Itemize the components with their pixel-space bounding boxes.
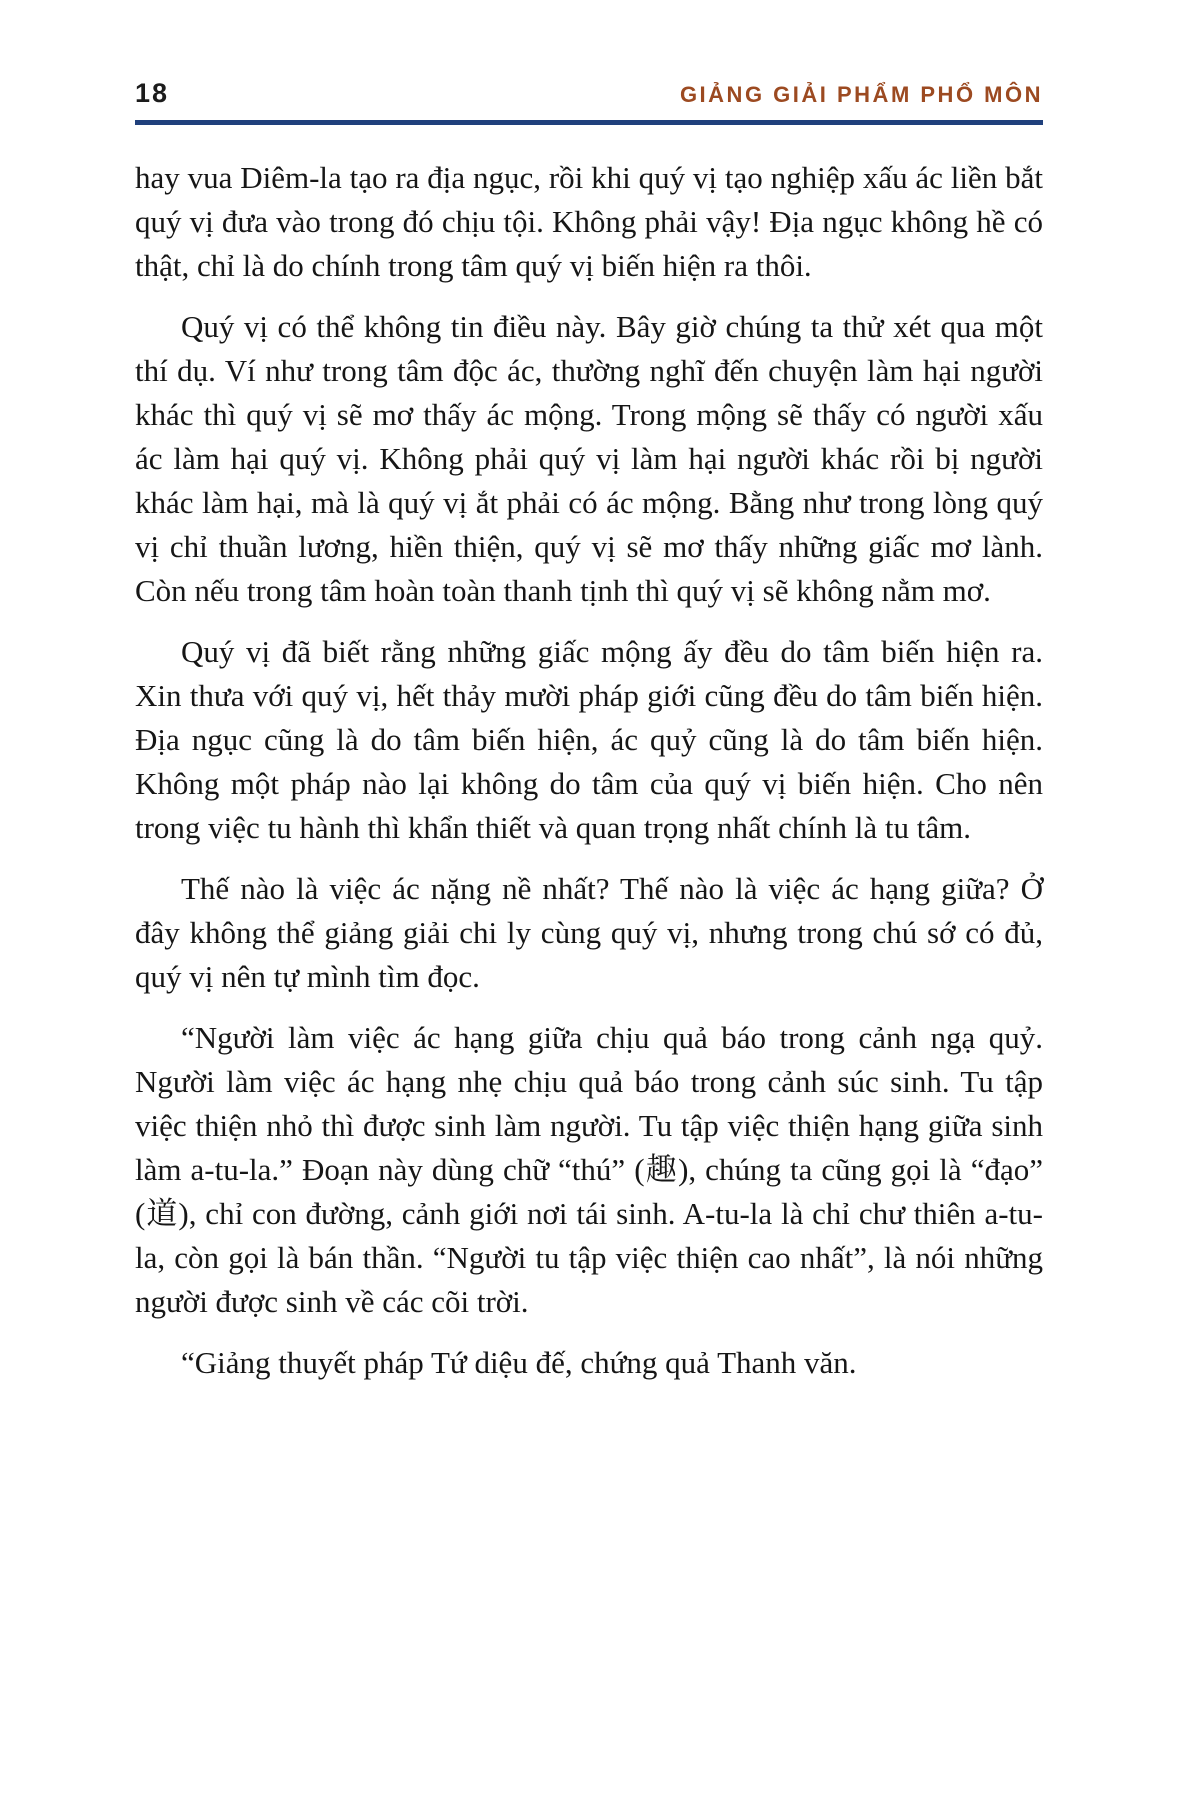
paragraph-2: Quý vị có thể không tin điều này. Bây giờ chúng ta thử xét qua một thí dụ. Ví như trong tâm độc ác, thường nghĩ đến chuyện làm hại người khác thì quý vị sẽ mơ thấy ác mộng. Trong mộng sẽ thấy có người xấu ác làm hại quý vị. Không phải quý vị làm hại người khác rồi bị người khác làm hại, mà là quý vị ắt phải có ác mộng. Bằng như trong lòng quý vị chỉ thuần lương, hiền thiện, quý vị sẽ mơ thấy những giấc mơ lành. Còn nếu trong tâm hoàn toàn thanh tịnh thì quý vị sẽ không nằm mơ. [135,309,1043,608]
page-number: 18 [135,78,170,108]
paragraph-6: “Giảng thuyết pháp Tứ diệu đế, chứng quả Thanh văn. [181,1345,857,1380]
page-header [135,78,1043,109]
paragraph-4: Thế nào là việc ác nặng nề nhất? Thế nào là việc ác hạng giữa? Ở đây không thể giảng giải chi ly cùng quý vị, nhưng trong chú sớ có đủ, quý vị nên tự mình tìm đọc. [135,871,1043,994]
header-rule [135,120,1043,125]
paragraph-5: “Người làm việc ác hạng giữa chịu quả báo trong cảnh ngạ quỷ. Người làm việc ác hạng nhẹ chịu quả báo trong cảnh súc sinh. Tu tập việc thiện nhỏ thì được sinh làm người. Tu tập việc thiện hạng giữa sinh làm a-tu-la.” Đoạn này dùng chữ “thú” (趣), chúng ta cũng gọi là “đạo” (道), chỉ con đường, cảnh giới nơi tái sinh. A-tu-la là chỉ chư thiên a-tu-la, còn gọi là bán thần. “Người tu tập việc thiện cao nhất”, là nói những người được sinh về các cõi trời. [135,1020,1043,1319]
paragraph-1: hay vua Diêm-la tạo ra địa ngục, rồi khi quý vị tạo nghiệp xấu ác liền bắt quý vị đưa vào trong đó chịu tội. Không phải vậy! Địa ngục không hề có thật, chỉ là do chính trong tâm quý vị biến hiện ra thôi. [135,160,1043,283]
body-text [135,156,1043,1402]
running-title: GIẢNG GIẢI PHẨM PHỔ MÔN [679,82,1043,107]
paragraph-3: Quý vị đã biết rằng những giấc mộng ấy đều do tâm biến hiện ra. Xin thưa với quý vị, hết thảy mười pháp giới cũng đều do tâm biến hiện. Địa ngục cũng là do tâm biến hiện, ác quỷ cũng là do tâm biến hiện. Không một pháp nào lại không do tâm của quý vị biến hiện. Cho nên trong việc tu hành thì khẩn thiết và quan trọng nhất chính là tu tâm. [135,634,1043,845]
